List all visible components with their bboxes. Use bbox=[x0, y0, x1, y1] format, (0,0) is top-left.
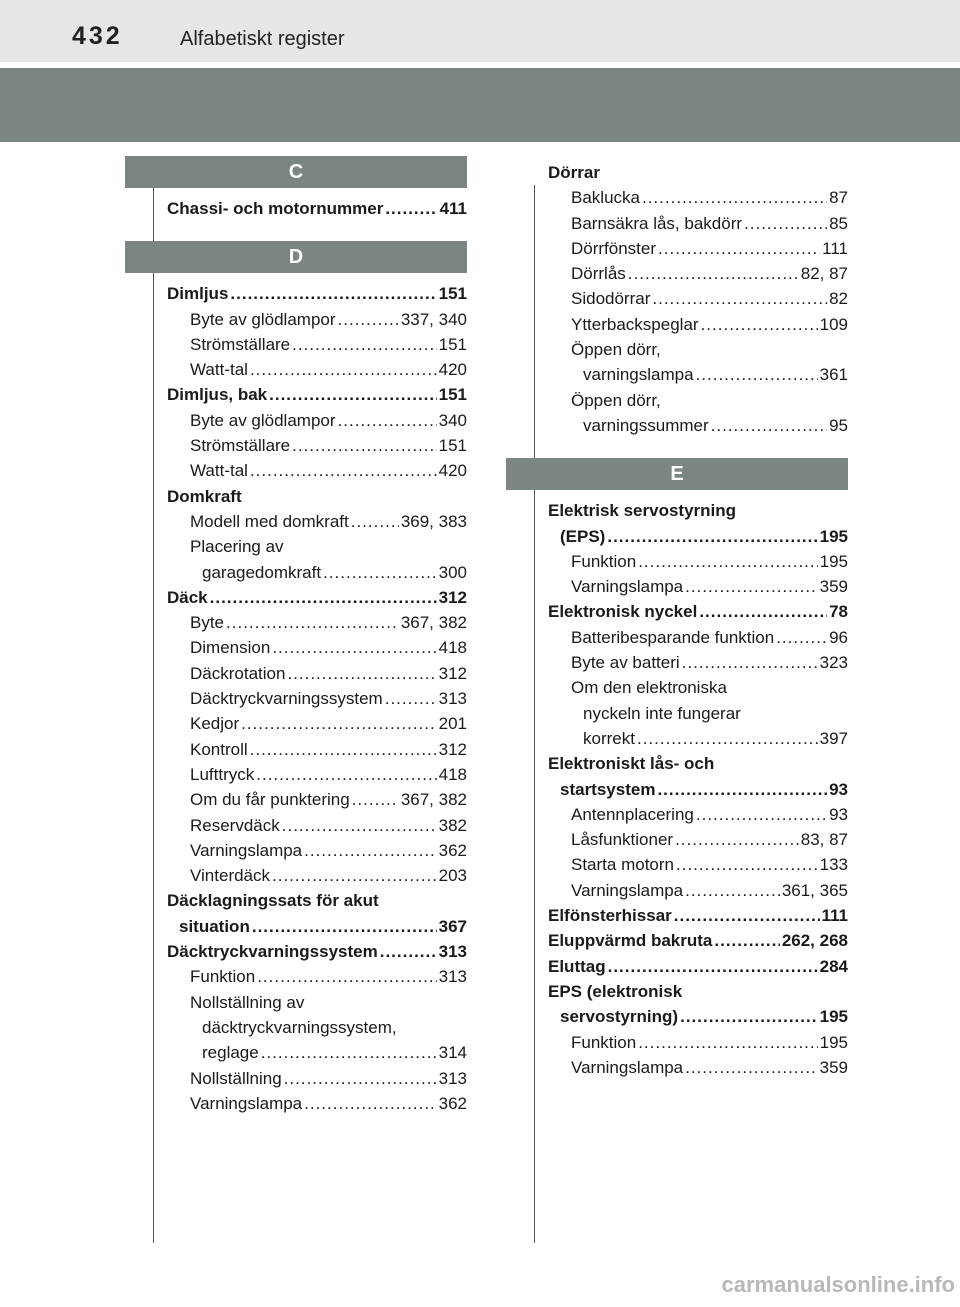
index-entry-text: Elfönsterhissar bbox=[548, 906, 672, 926]
dot-leader bbox=[680, 1004, 818, 1029]
index-entry-text: Strömställare bbox=[190, 334, 291, 354]
index-entry bbox=[147, 332, 467, 357]
index-entry-page: 87 bbox=[829, 188, 848, 208]
index-entry bbox=[528, 852, 848, 877]
index-entry bbox=[147, 1091, 467, 1116]
page-number: 432 bbox=[72, 22, 123, 50]
dot-leader bbox=[658, 236, 820, 261]
index-entry-page: 262, 268 bbox=[781, 931, 848, 951]
dot-leader bbox=[711, 413, 827, 438]
index-entry bbox=[147, 307, 467, 332]
spacer bbox=[528, 438, 848, 458]
index-entry bbox=[528, 1004, 848, 1029]
dot-leader bbox=[230, 281, 436, 306]
index-entry-page: 95 bbox=[829, 415, 848, 435]
index-entry-text: situation bbox=[179, 916, 250, 936]
dot-leader bbox=[608, 954, 818, 979]
dot-leader bbox=[675, 827, 799, 852]
index-entry-page: 151 bbox=[438, 284, 467, 304]
index-entry bbox=[528, 261, 848, 286]
index-entry bbox=[528, 549, 848, 574]
index-entry-page: 96 bbox=[829, 627, 848, 647]
index-entry bbox=[528, 675, 848, 700]
index-entry-text: Baklucka bbox=[571, 188, 640, 208]
index-entry bbox=[147, 484, 467, 509]
index-entry-text: Placering av bbox=[190, 537, 284, 557]
dot-leader bbox=[685, 574, 817, 599]
index-entry bbox=[528, 1030, 848, 1055]
index-entry bbox=[147, 196, 467, 221]
index-entry bbox=[147, 914, 467, 939]
index-entry-page: 411 bbox=[439, 199, 467, 218]
index-entry-page: 323 bbox=[819, 653, 848, 673]
index-entry-page: 418 bbox=[438, 638, 467, 658]
index-entry-text: Däcklagningssats för akut bbox=[167, 891, 379, 911]
index-entry-page: 359 bbox=[819, 1057, 848, 1077]
index-entry-page: 367, 382 bbox=[400, 613, 467, 633]
dot-leader bbox=[282, 813, 437, 838]
index-entry-text: garagedomkraft bbox=[202, 562, 322, 582]
dot-leader bbox=[637, 726, 818, 751]
dot-leader bbox=[674, 903, 820, 928]
index-entry-text: Watt-tal bbox=[190, 461, 248, 481]
index-entry bbox=[528, 574, 848, 599]
index-entry bbox=[147, 762, 467, 787]
index-entry-text: Byte av glödlampor bbox=[190, 410, 336, 430]
dot-leader bbox=[252, 914, 437, 939]
index-entry-text: Ytterbackspeglar bbox=[571, 314, 699, 334]
dot-leader bbox=[701, 312, 818, 337]
index-entry-text: Batteribesparande funktion bbox=[571, 627, 775, 647]
index-entry-text: Däcktryckvarningssystem bbox=[190, 689, 383, 709]
index-entry bbox=[147, 787, 467, 812]
index-entry bbox=[528, 185, 848, 210]
index-entry-page: 382 bbox=[438, 815, 467, 835]
spacer bbox=[147, 188, 467, 196]
index-entry-page: 312 bbox=[438, 739, 467, 759]
section-letter-header: C bbox=[125, 156, 467, 188]
dot-leader bbox=[250, 357, 437, 382]
index-entry-page: 300 bbox=[438, 562, 467, 582]
index-entry-page: 420 bbox=[438, 360, 467, 380]
dot-leader bbox=[744, 211, 827, 236]
section-letter-header: D bbox=[125, 241, 467, 273]
dot-leader bbox=[292, 433, 436, 458]
dot-leader bbox=[338, 307, 399, 332]
dot-leader bbox=[385, 686, 437, 711]
index-entry-page: 313 bbox=[438, 942, 467, 962]
index-entry-page: 362 bbox=[438, 1093, 467, 1113]
index-entry-text: Byte bbox=[190, 613, 225, 633]
index-entry-page: 313 bbox=[438, 967, 467, 987]
index-entry bbox=[147, 939, 467, 964]
index-entry-text: Elektrisk servostyrning bbox=[548, 501, 737, 521]
spacer bbox=[147, 273, 467, 281]
index-entry bbox=[528, 160, 848, 185]
index-entry bbox=[147, 661, 467, 686]
dot-leader bbox=[776, 625, 827, 650]
index-entry-text: Varningslampa bbox=[190, 840, 303, 860]
index-entry bbox=[528, 650, 848, 675]
index-entry bbox=[528, 777, 848, 802]
index-entry-page: 340 bbox=[438, 410, 467, 430]
dot-leader bbox=[638, 549, 817, 574]
index-entry-page: 93 bbox=[829, 804, 848, 824]
index-entry-page: 151 bbox=[438, 334, 467, 354]
index-entry bbox=[528, 1055, 848, 1080]
index-entry bbox=[147, 635, 467, 660]
dot-leader bbox=[250, 737, 437, 762]
index-entry-text: Om den elektroniska bbox=[571, 678, 727, 698]
index-entry-text: EPS (elektronisk bbox=[548, 981, 683, 1001]
index-entry-text: reglage bbox=[202, 1043, 259, 1063]
dot-leader bbox=[682, 650, 818, 675]
dot-leader bbox=[226, 610, 399, 635]
index-entry-page: 83, 87 bbox=[800, 830, 848, 850]
index-entry bbox=[147, 610, 467, 635]
index-entry bbox=[147, 711, 467, 736]
index-entry-text: Reservdäck bbox=[190, 815, 280, 835]
index-entry bbox=[147, 458, 467, 483]
index-entry bbox=[147, 863, 467, 888]
index-entry bbox=[147, 838, 467, 863]
index-entry bbox=[147, 1015, 467, 1040]
index-entry-text: Barnsäkra lås, bakdörr bbox=[571, 213, 743, 233]
index-entry-page: 78 bbox=[829, 602, 848, 622]
index-entry-page: 133 bbox=[819, 855, 848, 875]
dot-leader bbox=[385, 196, 437, 221]
index-entry-page: 359 bbox=[819, 577, 848, 597]
index-entry bbox=[528, 413, 848, 438]
index-entry-page: 201 bbox=[438, 714, 467, 734]
dot-leader bbox=[257, 964, 436, 989]
dot-leader bbox=[642, 185, 827, 210]
index-entry bbox=[528, 802, 848, 827]
index-entry-page: 361 bbox=[819, 365, 848, 385]
index-entry-page: 369, 383 bbox=[400, 511, 467, 531]
index-entry-text: Öppen dörr, bbox=[571, 340, 661, 360]
index-entry-page: 367, 382 bbox=[400, 790, 467, 810]
dot-leader bbox=[241, 711, 436, 736]
index-entry-text: Antennplacering bbox=[571, 804, 694, 824]
index-entry-text: (EPS) bbox=[560, 526, 606, 546]
index-entry bbox=[528, 211, 848, 236]
index-entry bbox=[528, 928, 848, 953]
dot-leader bbox=[676, 852, 818, 877]
index-entry bbox=[147, 1040, 467, 1065]
index-entry-text: varningslampa bbox=[583, 365, 694, 385]
dot-leader bbox=[657, 777, 827, 802]
index-entry-text: Sidodörrar bbox=[571, 289, 651, 309]
index-entry-text: Varningslampa bbox=[571, 1057, 684, 1077]
index-entry-page: 362 bbox=[438, 840, 467, 860]
header-band bbox=[0, 68, 960, 142]
dot-leader bbox=[696, 802, 827, 827]
index-entry bbox=[147, 433, 467, 458]
index-entry-text: Nollställning bbox=[190, 1068, 282, 1088]
index-entry bbox=[147, 888, 467, 913]
index-entry-text: nyckeln inte fungerar bbox=[583, 703, 741, 723]
index-entry bbox=[147, 357, 467, 382]
index-entry-text: Om du får punktering bbox=[190, 790, 350, 810]
index-entry-page: 195 bbox=[819, 1007, 848, 1027]
index-entry-page: 93 bbox=[829, 779, 848, 799]
index-entry-text: Elektroniskt lås- och bbox=[548, 754, 715, 774]
index-entry-text: Starta motorn bbox=[571, 855, 674, 875]
spacer bbox=[528, 490, 848, 498]
dot-leader bbox=[338, 408, 437, 433]
index-entry-page: 367 bbox=[438, 916, 467, 936]
index-entry-page: 361, 365 bbox=[781, 880, 848, 900]
index-entry bbox=[147, 585, 467, 610]
index-entry-text: Vinterdäck bbox=[190, 866, 271, 886]
index-entry-page: 82, 87 bbox=[800, 264, 848, 284]
index-entry-text: Varningslampa bbox=[571, 577, 684, 597]
index-entry-text: Däcktryckvarningssystem bbox=[167, 942, 378, 962]
dot-leader bbox=[351, 509, 399, 534]
index-entry bbox=[147, 813, 467, 838]
index-entry-page: 203 bbox=[438, 866, 467, 886]
index-entry-page: 314 bbox=[438, 1043, 467, 1063]
dot-leader bbox=[607, 524, 817, 549]
index-entry-text: Modell med domkraft bbox=[190, 511, 349, 531]
index-entry-text: Dimljus bbox=[167, 284, 229, 304]
index-entry-text: Dörrar bbox=[548, 163, 600, 182]
dot-leader bbox=[380, 939, 437, 964]
index-entry bbox=[147, 509, 467, 534]
dot-leader bbox=[256, 762, 436, 787]
section-letter-header: E bbox=[506, 458, 848, 490]
index-entry bbox=[528, 599, 848, 624]
dot-leader bbox=[284, 1066, 437, 1091]
index-entry-text: Kontroll bbox=[190, 739, 248, 759]
index-entry-text: Funktion bbox=[571, 551, 637, 571]
index-entry-text: Strömställare bbox=[190, 436, 291, 456]
index-entry-page: 337, 340 bbox=[400, 309, 467, 329]
index-entry-page: 312 bbox=[438, 663, 467, 683]
index-entry bbox=[147, 382, 467, 407]
index-entry-text: servostyrning) bbox=[560, 1007, 679, 1027]
index-entry bbox=[147, 1066, 467, 1091]
dot-leader bbox=[287, 661, 436, 686]
index-entry-page: 195 bbox=[819, 1032, 848, 1052]
index-entry-page: 397 bbox=[819, 728, 848, 748]
index-entry-page: 312 bbox=[438, 587, 467, 607]
index-entry-text: Dimljus, bak bbox=[167, 385, 268, 405]
index-entry-text: Varningslampa bbox=[190, 1093, 303, 1113]
index-entry bbox=[147, 686, 467, 711]
index-entry bbox=[528, 878, 848, 903]
index-entry-page: 151 bbox=[438, 385, 467, 405]
dot-leader bbox=[685, 1055, 817, 1080]
dot-leader bbox=[628, 261, 799, 286]
index-entry-text: Eluttag bbox=[548, 956, 606, 976]
dot-leader bbox=[696, 362, 818, 387]
index-entry bbox=[528, 726, 848, 751]
dot-leader bbox=[685, 878, 780, 903]
index-entry-page: 82 bbox=[829, 289, 848, 309]
index-entry bbox=[528, 625, 848, 650]
dot-leader bbox=[304, 1091, 436, 1116]
index-entry bbox=[147, 534, 467, 559]
index-entry-page: 111 bbox=[822, 238, 848, 258]
index-entry-text: Låsfunktioner bbox=[571, 830, 674, 850]
page-header bbox=[0, 0, 960, 62]
index-entry-text: Nollställning av bbox=[190, 992, 305, 1012]
index-entry-page: 420 bbox=[438, 461, 467, 481]
index-entry-text: Dörrfönster bbox=[571, 238, 657, 258]
index-entry-text: Lufttryck bbox=[190, 764, 255, 784]
watermark: carmanualsonline.info bbox=[721, 1272, 955, 1297]
index-entry-text: däcktryckvarningssystem, bbox=[202, 1017, 397, 1037]
index-entry bbox=[147, 281, 467, 306]
index-entry-page: 195 bbox=[819, 526, 848, 546]
index-entry bbox=[528, 362, 848, 387]
index-entry bbox=[528, 498, 848, 523]
index-entry-text: Byte av glödlampor bbox=[190, 309, 336, 329]
index-entry bbox=[528, 286, 848, 311]
dot-leader bbox=[652, 286, 827, 311]
index-entry bbox=[528, 903, 848, 928]
index-entry-page: 111 bbox=[821, 906, 848, 926]
index-entry-page: 313 bbox=[438, 1068, 467, 1088]
index-entry-text: Öppen dörr, bbox=[571, 390, 661, 410]
index-entry-text: korrekt bbox=[583, 728, 635, 748]
index-entry-text: startsystem bbox=[560, 779, 656, 799]
index-entry bbox=[147, 737, 467, 762]
index-entry bbox=[528, 524, 848, 549]
page-title: Alfabetiskt register bbox=[180, 28, 345, 50]
index-entry bbox=[528, 979, 848, 1004]
dot-leader bbox=[210, 585, 437, 610]
dot-leader bbox=[304, 838, 436, 863]
index-entry bbox=[528, 337, 848, 362]
index-entry bbox=[528, 751, 848, 776]
index-entry bbox=[528, 701, 848, 726]
index-entry-page: 284 bbox=[819, 956, 848, 976]
dot-leader bbox=[292, 332, 436, 357]
index-entry-page: 418 bbox=[438, 764, 467, 784]
dot-leader bbox=[638, 1030, 817, 1055]
dot-leader bbox=[261, 1040, 437, 1065]
index-entry-text: Domkraft bbox=[167, 486, 242, 506]
index-entry-text: Varningslampa bbox=[571, 880, 684, 900]
index-entry bbox=[528, 236, 848, 261]
index-entry bbox=[528, 388, 848, 413]
dot-leader bbox=[272, 863, 437, 888]
index-entry-text: Eluppvärmd bakruta bbox=[548, 931, 713, 951]
dot-leader bbox=[323, 560, 437, 585]
index-entry-text: Chassi- och motornummer bbox=[167, 199, 384, 218]
index-entry bbox=[528, 827, 848, 852]
index-entry-text: varningssummer bbox=[583, 415, 709, 435]
spacer bbox=[147, 221, 467, 241]
index-entry-text: Kedjor bbox=[190, 714, 240, 734]
index-entry bbox=[528, 954, 848, 979]
dot-leader bbox=[250, 458, 437, 483]
index-entry-text: Däckrotation bbox=[190, 663, 286, 683]
index-entry-page: 109 bbox=[819, 314, 848, 334]
index-entry-page: 85 bbox=[829, 213, 848, 233]
dot-leader bbox=[272, 635, 436, 660]
index-entry-page: 195 bbox=[819, 551, 848, 571]
index-entry bbox=[147, 990, 467, 1015]
index-entry-text: Funktion bbox=[190, 967, 256, 987]
index-entry bbox=[528, 312, 848, 337]
index-entry-text: Däck bbox=[167, 587, 208, 607]
index-entry-text: Dörrlås bbox=[571, 264, 626, 284]
index-entry bbox=[147, 964, 467, 989]
index-entry bbox=[147, 408, 467, 433]
dot-leader bbox=[269, 382, 436, 407]
index-entry-text: Funktion bbox=[571, 1032, 637, 1052]
index-entry-text: Watt-tal bbox=[190, 360, 248, 380]
dot-leader bbox=[352, 787, 399, 812]
index-entry-text: Byte av batteri bbox=[571, 653, 680, 673]
dot-leader bbox=[699, 599, 827, 624]
index-column-right bbox=[528, 160, 848, 1080]
dot-leader bbox=[714, 928, 779, 953]
index-entry-text: Dimension bbox=[190, 638, 271, 658]
index-entry-page: 313 bbox=[438, 689, 467, 709]
index-column-left bbox=[147, 156, 467, 1116]
index-entry-text: Elektronisk nyckel bbox=[548, 602, 698, 622]
index-entry bbox=[147, 560, 467, 585]
index-entry-page: 151 bbox=[438, 436, 467, 456]
